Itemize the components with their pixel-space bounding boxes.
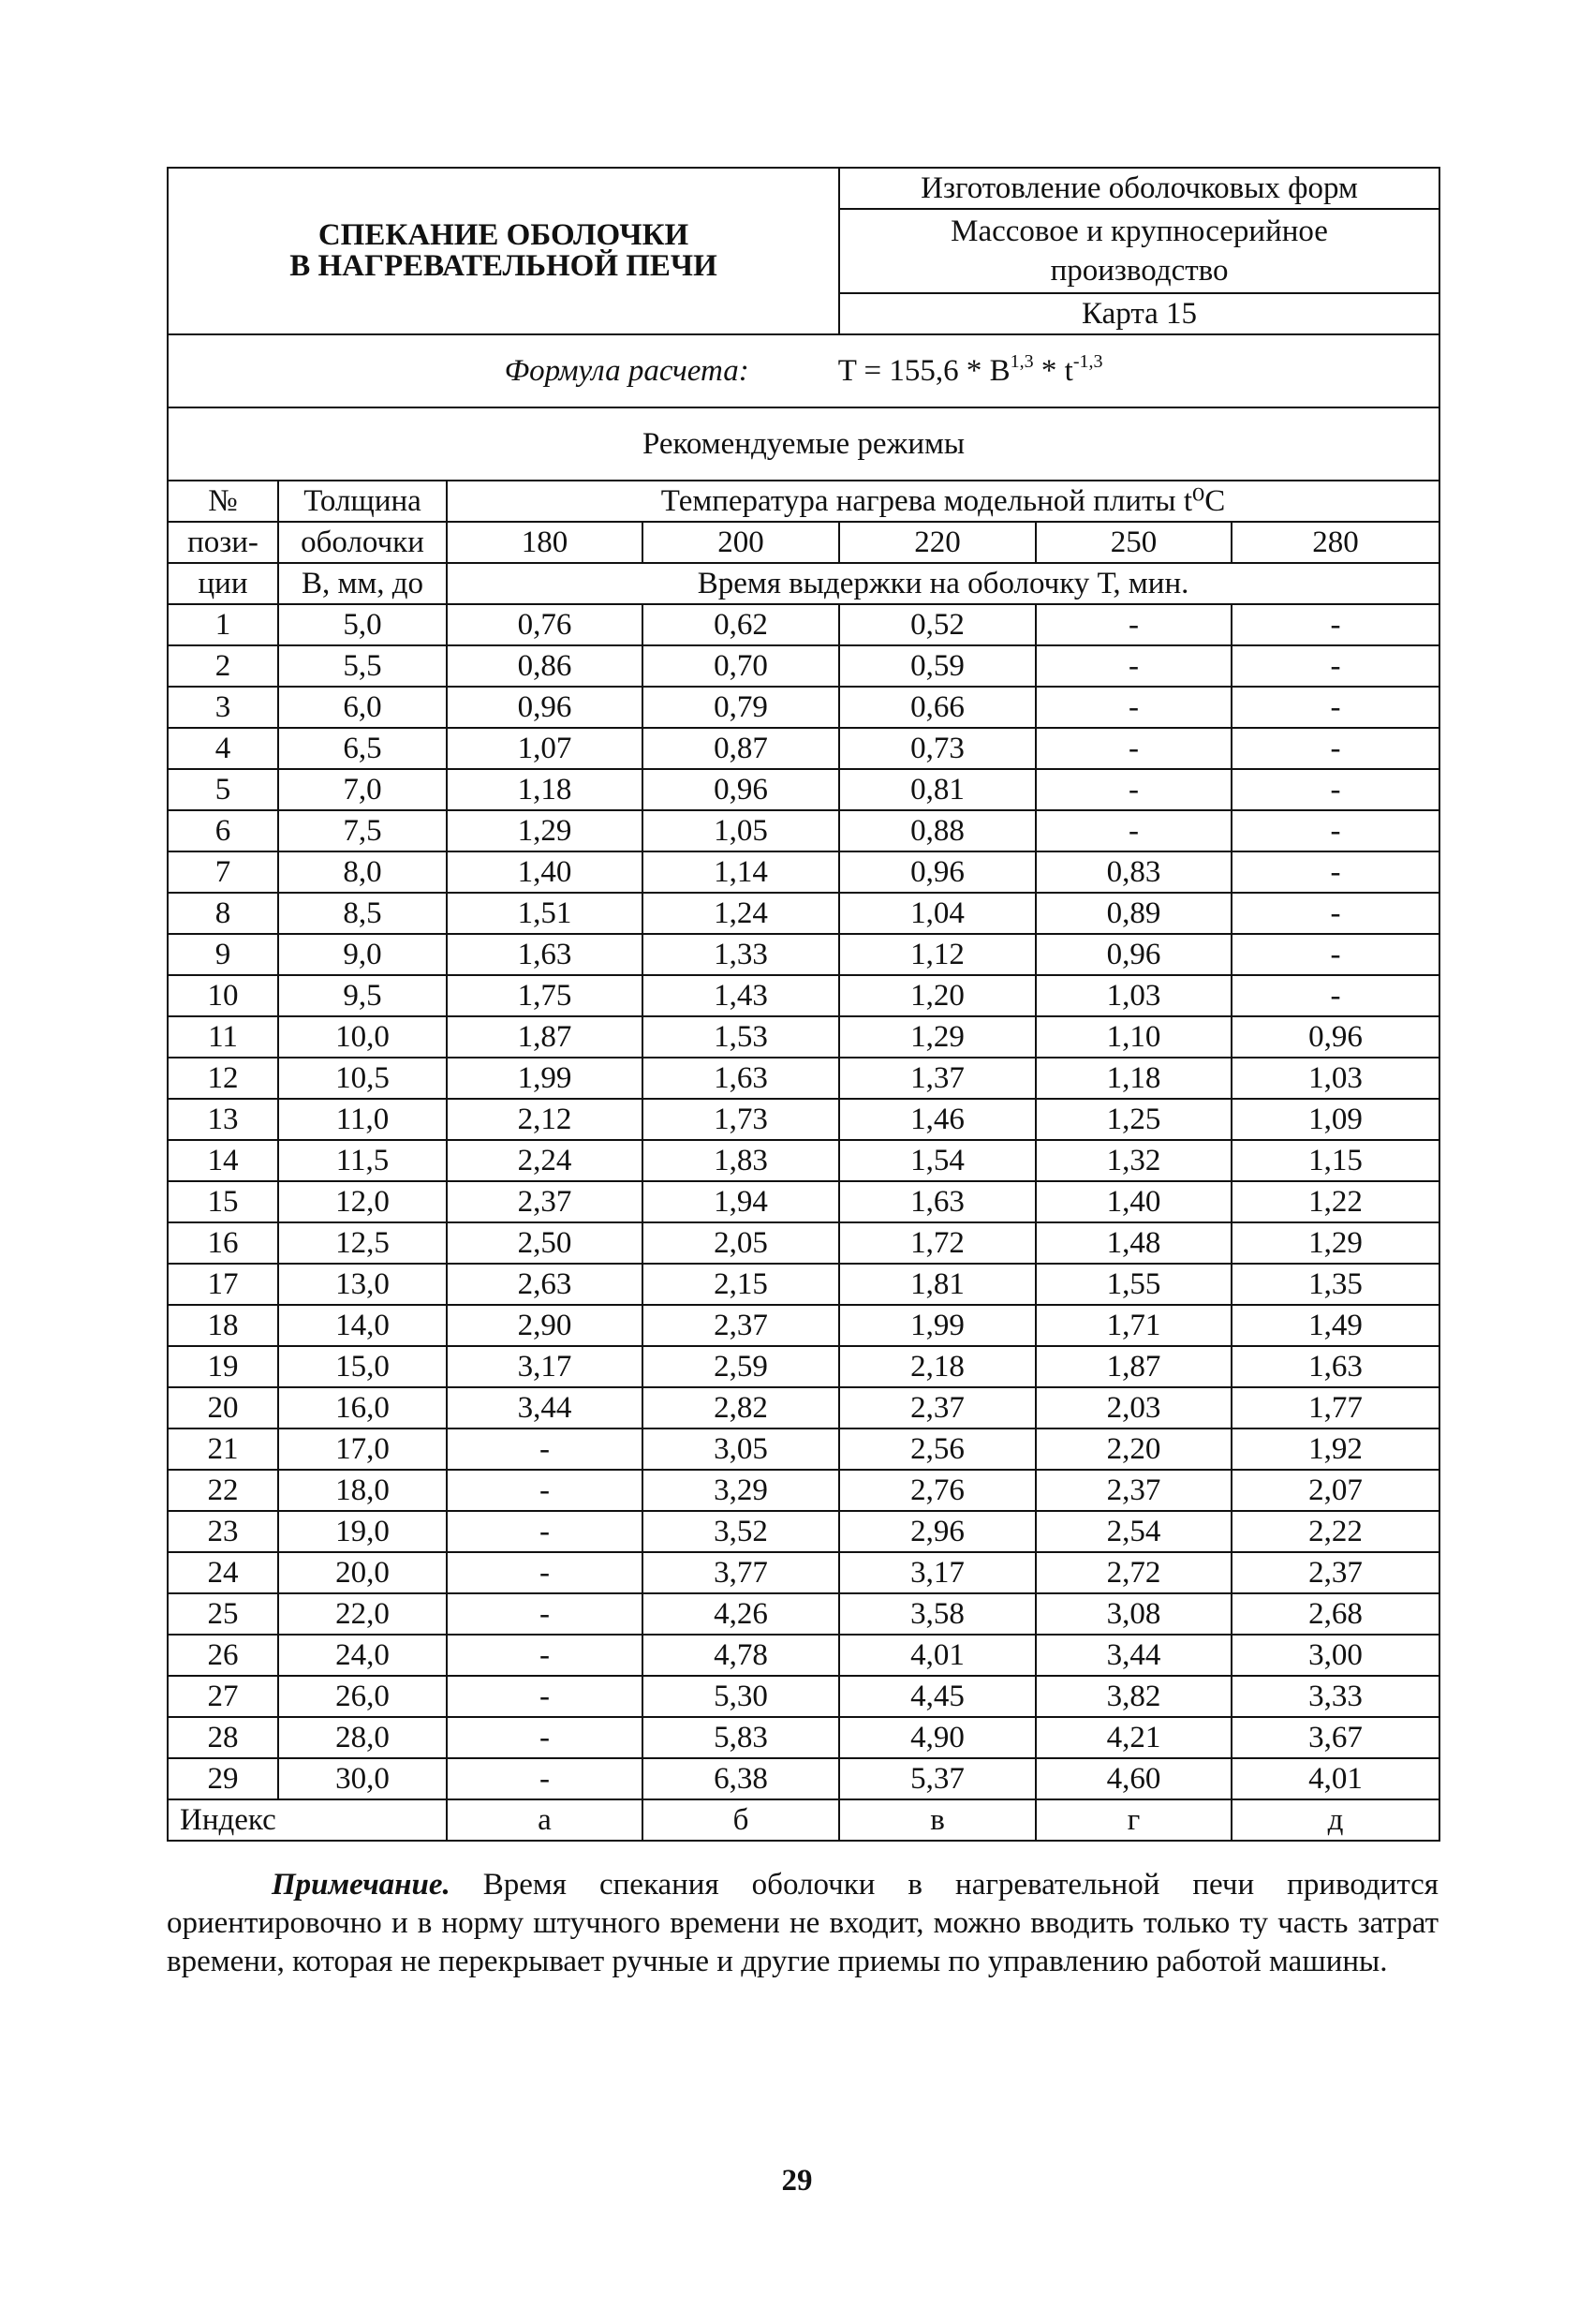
table-cell: - [1036, 769, 1232, 810]
table-cell: 2,12 [447, 1099, 642, 1140]
table-cell: 1,35 [1232, 1264, 1439, 1305]
table-cell: 2,22 [1232, 1511, 1439, 1552]
temp-180: 180 [447, 522, 642, 563]
table-cell: 3,77 [642, 1552, 839, 1593]
table-cell: 1,55 [1036, 1264, 1232, 1305]
table-cell: 19,0 [278, 1511, 447, 1552]
col-pos-header-1: № [168, 481, 278, 522]
col-thick-header-2: оболочки [278, 522, 447, 563]
table-cell: 1,63 [447, 934, 642, 975]
table-cell: 3,44 [447, 1387, 642, 1428]
table-cell: 1,63 [642, 1058, 839, 1099]
table-cell: 23 [168, 1511, 278, 1552]
table-cell: 2,68 [1232, 1593, 1439, 1635]
table-cell: 0,86 [447, 645, 642, 687]
table-row [168, 1593, 1439, 1635]
table-row [168, 1676, 1439, 1717]
index-cell: г [1036, 1799, 1232, 1841]
table-cell: 1 [168, 604, 278, 645]
table-cell: 1,72 [839, 1222, 1036, 1264]
table-cell: 1,10 [1036, 1016, 1232, 1058]
table-cell: 5,37 [839, 1758, 1036, 1799]
table-cell: 5,30 [642, 1676, 839, 1717]
page-number: 29 [781, 2164, 813, 2198]
table-cell: 2,37 [447, 1181, 642, 1222]
table-cell: 11,5 [278, 1140, 447, 1181]
table-cell: 1,22 [1232, 1181, 1439, 1222]
table-cell: 0,66 [839, 687, 1036, 728]
table-cell: - [447, 1428, 642, 1470]
table-cell: 1,24 [642, 893, 839, 934]
table-cell: 5,0 [278, 604, 447, 645]
table-cell: 0,83 [1036, 851, 1232, 893]
table-cell: 24,0 [278, 1635, 447, 1676]
table-cell: 1,07 [447, 728, 642, 769]
table-row [168, 1387, 1439, 1428]
table-cell: 1,87 [1036, 1346, 1232, 1387]
table-cell: 7,5 [278, 810, 447, 851]
table-cell: 0,70 [642, 645, 839, 687]
table-cell: - [447, 1676, 642, 1717]
table-cell: 2,96 [839, 1511, 1036, 1552]
table-cell: 4,78 [642, 1635, 839, 1676]
table-cell: 1,99 [839, 1305, 1036, 1346]
table-cell: 3,17 [839, 1552, 1036, 1593]
table-cell: - [1036, 604, 1232, 645]
table-cell: 1,18 [1036, 1058, 1232, 1099]
formula-t-exponent: -1,3 [1072, 350, 1103, 372]
table-cell: 17,0 [278, 1428, 447, 1470]
table-cell: 0,52 [839, 604, 1036, 645]
table-row [168, 934, 1439, 975]
table-cell: 9 [168, 934, 278, 975]
table-cell: 3,82 [1036, 1676, 1232, 1717]
table-cell: 1,43 [642, 975, 839, 1016]
table-cell: 16 [168, 1222, 278, 1264]
table-cell: 17 [168, 1264, 278, 1305]
table-cell: 1,94 [642, 1181, 839, 1222]
table-row [168, 728, 1439, 769]
table-cell: 2,37 [1232, 1552, 1439, 1593]
table-cell: 15,0 [278, 1346, 447, 1387]
table-row [168, 1346, 1439, 1387]
index-row [168, 1799, 1439, 1841]
table-cell: 1,15 [1232, 1140, 1439, 1181]
table-cell: 22 [168, 1470, 278, 1511]
table-cell: - [447, 1470, 642, 1511]
table-cell: 1,20 [839, 975, 1036, 1016]
table-cell: - [1232, 851, 1439, 893]
table-cell: 9,0 [278, 934, 447, 975]
table-cell: 0,96 [447, 687, 642, 728]
table-cell: 2,63 [447, 1264, 642, 1305]
table-cell: 2,15 [642, 1264, 839, 1305]
index-cell: а [447, 1799, 642, 1841]
table-cell: 24 [168, 1552, 278, 1593]
table-cell: 1,14 [642, 851, 839, 893]
table-cell: 4,01 [839, 1635, 1036, 1676]
table-cell: 18,0 [278, 1470, 447, 1511]
table-cell: - [1036, 810, 1232, 851]
table-cell: 0,73 [839, 728, 1036, 769]
table-cell: 0,79 [642, 687, 839, 728]
table-cell: 2,72 [1036, 1552, 1232, 1593]
table-cell: 0,62 [642, 604, 839, 645]
table-cell: 12,0 [278, 1181, 447, 1222]
table-cell: 20,0 [278, 1552, 447, 1593]
table-cell: 0,81 [839, 769, 1036, 810]
sintering-table [167, 167, 1440, 1842]
index-cell: б [642, 1799, 839, 1841]
table-cell: 21 [168, 1428, 278, 1470]
process-name: Изготовление оболочковых форм [839, 168, 1439, 209]
table-cell: 1,33 [642, 934, 839, 975]
table-cell: 1,53 [642, 1016, 839, 1058]
formula-b-exponent: 1,3 [1010, 350, 1034, 372]
table-cell: 2,59 [642, 1346, 839, 1387]
table-cell: - [1232, 975, 1439, 1016]
table-cell: 6,38 [642, 1758, 839, 1799]
table-cell: - [1232, 645, 1439, 687]
table-cell: 2,50 [447, 1222, 642, 1264]
table-cell: 8,0 [278, 851, 447, 893]
table-cell: 1,48 [1036, 1222, 1232, 1264]
col-pos-header-3: ции [168, 563, 278, 604]
table-cell: 4,21 [1036, 1717, 1232, 1758]
table-cell: 27 [168, 1676, 278, 1717]
index-label: Индекс [168, 1799, 447, 1841]
table-cell: 1,32 [1036, 1140, 1232, 1181]
table-cell: 10 [168, 975, 278, 1016]
table-cell: 1,51 [447, 893, 642, 934]
table-cell: - [1232, 604, 1439, 645]
table-cell: - [447, 1552, 642, 1593]
table-cell: 11 [168, 1016, 278, 1058]
table-cell: 6 [168, 810, 278, 851]
formula-t: T = 155,6 * B [837, 353, 1011, 388]
title-line-2: В НАГРЕВАТЕЛЬНОЙ ПЕЧИ [289, 249, 717, 283]
table-cell: 0,96 [839, 851, 1036, 893]
table-cell: 1,83 [642, 1140, 839, 1181]
table-cell: 3,00 [1232, 1635, 1439, 1676]
table-cell: 26 [168, 1635, 278, 1676]
table-cell: 6,5 [278, 728, 447, 769]
table-cell: 1,29 [1232, 1222, 1439, 1264]
table-row [168, 1717, 1439, 1758]
table-cell: 2,05 [642, 1222, 839, 1264]
table-cell: 1,37 [839, 1058, 1036, 1099]
table-cell: - [1232, 687, 1439, 728]
table-cell: 2,56 [839, 1428, 1036, 1470]
table-cell: - [447, 1635, 642, 1676]
production-type [839, 209, 1439, 293]
table-cell: 1,12 [839, 934, 1036, 975]
table-cell: 3,58 [839, 1593, 1036, 1635]
table-cell: 0,96 [1232, 1016, 1439, 1058]
card-number: Карта 15 [839, 293, 1439, 334]
modes-title: Рекомендуемые режимы [168, 407, 1439, 481]
table-cell: 3,08 [1036, 1593, 1232, 1635]
table-cell: - [1036, 687, 1232, 728]
table-cell: 1,99 [447, 1058, 642, 1099]
table-cell: 22,0 [278, 1593, 447, 1635]
table-cell: 1,25 [1036, 1099, 1232, 1140]
table-row [168, 604, 1439, 645]
table-cell: - [1036, 645, 1232, 687]
table-cell: 19 [168, 1346, 278, 1387]
table-cell: 5,83 [642, 1717, 839, 1758]
table-cell: 1,29 [447, 810, 642, 851]
table-cell: 0,76 [447, 604, 642, 645]
table-row [168, 1016, 1439, 1058]
production-line-1: Массовое и крупносерийное [951, 215, 1328, 248]
table-row [168, 687, 1439, 728]
table-cell: 0,59 [839, 645, 1036, 687]
table-cell: 0,96 [642, 769, 839, 810]
table-cell: 1,71 [1036, 1305, 1232, 1346]
table-cell: 2,03 [1036, 1387, 1232, 1428]
table-row [168, 1511, 1439, 1552]
table-cell: 1,49 [1232, 1305, 1439, 1346]
table-cell: 8 [168, 893, 278, 934]
table-cell: 4,60 [1036, 1758, 1232, 1799]
table-cell: 13 [168, 1099, 278, 1140]
table-row [168, 1635, 1439, 1676]
table-cell: 4 [168, 728, 278, 769]
table-cell: 2,82 [642, 1387, 839, 1428]
formula-mid: * t [1033, 353, 1073, 388]
table-cell: 12 [168, 1058, 278, 1099]
table-cell: 1,40 [1036, 1181, 1232, 1222]
table-cell: - [1232, 728, 1439, 769]
table-row [168, 1099, 1439, 1140]
table-cell: 28 [168, 1717, 278, 1758]
table-cell: 3,52 [642, 1511, 839, 1552]
table-cell: 1,63 [839, 1181, 1036, 1222]
table-cell: 10,5 [278, 1058, 447, 1099]
temperature-header: Температура нагрева модельной плиты t⁰С [447, 481, 1439, 522]
table-cell: 1,40 [447, 851, 642, 893]
table-cell: 1,54 [839, 1140, 1036, 1181]
table-cell: 0,89 [1036, 893, 1232, 934]
table-cell: 16,0 [278, 1387, 447, 1428]
table-cell: 7,0 [278, 769, 447, 810]
index-cell: в [839, 1799, 1036, 1841]
table-row [168, 975, 1439, 1016]
table-cell: 2,37 [1036, 1470, 1232, 1511]
table-row [168, 1222, 1439, 1264]
title-line-1: СПЕКАНИЕ ОБОЛОЧКИ [317, 218, 689, 252]
table-cell: 4,90 [839, 1717, 1036, 1758]
table-cell: 14,0 [278, 1305, 447, 1346]
table-cell: 9,5 [278, 975, 447, 1016]
table-cell: - [1232, 934, 1439, 975]
table-cell: 29 [168, 1758, 278, 1799]
table-cell: 2,76 [839, 1470, 1036, 1511]
table-cell: 1,92 [1232, 1428, 1439, 1470]
table-cell: 3,17 [447, 1346, 642, 1387]
table-row [168, 645, 1439, 687]
table-cell: 2,20 [1036, 1428, 1232, 1470]
table-cell: 25 [168, 1593, 278, 1635]
temp-250: 250 [1036, 522, 1232, 563]
table-cell: 1,81 [839, 1264, 1036, 1305]
table-cell: 3,67 [1232, 1717, 1439, 1758]
table-cell: - [1232, 810, 1439, 851]
index-cell: д [1232, 1799, 1439, 1841]
table-row [168, 769, 1439, 810]
table-cell: 0,88 [839, 810, 1036, 851]
note-lead: Примечание. [272, 1868, 450, 1902]
table-cell: 1,18 [447, 769, 642, 810]
table-cell: 2,54 [1036, 1511, 1232, 1552]
table-cell: 20 [168, 1387, 278, 1428]
table-cell: 1,77 [1232, 1387, 1439, 1428]
table-cell: 1,87 [447, 1016, 642, 1058]
table-cell: 2,37 [839, 1387, 1036, 1428]
table-cell: 3,29 [642, 1470, 839, 1511]
table-cell: 5 [168, 769, 278, 810]
table-cell: 18 [168, 1305, 278, 1346]
table-cell: 14 [168, 1140, 278, 1181]
table-cell: - [1036, 728, 1232, 769]
table-cell: - [1232, 893, 1439, 934]
table-cell: 28,0 [278, 1717, 447, 1758]
table-cell: 1,05 [642, 810, 839, 851]
formula-label: Формула расчета: [504, 353, 749, 388]
table-cell: 1,63 [1232, 1346, 1439, 1387]
table-row [168, 1428, 1439, 1470]
temp-220: 220 [839, 522, 1036, 563]
table-cell: 2,37 [642, 1305, 839, 1346]
table-cell: 1,09 [1232, 1099, 1439, 1140]
table-row [168, 1140, 1439, 1181]
table-cell: 7 [168, 851, 278, 893]
table-cell: 13,0 [278, 1264, 447, 1305]
table-row [168, 1181, 1439, 1222]
table-cell: 1,03 [1036, 975, 1232, 1016]
table-cell: 11,0 [278, 1099, 447, 1140]
table-cell: 1,04 [839, 893, 1036, 934]
note-text: Время спекания оболочки в нагревательной печи приводится ориентировочно и в норму штучного времени не входит, можно вводить только ту часть затрат времени, которая не перекрывает ручные и другие приемы по управлению работой машины. [167, 1868, 1439, 1978]
table-cell: 1,29 [839, 1016, 1036, 1058]
table-row [168, 893, 1439, 934]
table-row [168, 1552, 1439, 1593]
table-cell: 4,26 [642, 1593, 839, 1635]
table-cell: 2,18 [839, 1346, 1036, 1387]
table-cell: 1,46 [839, 1099, 1036, 1140]
formula [168, 334, 1439, 407]
table-row [168, 1758, 1439, 1799]
formula-expression [837, 350, 1103, 388]
table-cell: 1,73 [642, 1099, 839, 1140]
col-pos-header-2: пози- [168, 522, 278, 563]
table-cell: 1,03 [1232, 1058, 1439, 1099]
table-cell: 4,45 [839, 1676, 1036, 1717]
note [167, 1866, 1439, 1981]
table-cell: 30,0 [278, 1758, 447, 1799]
temp-280: 280 [1232, 522, 1439, 563]
table-row [168, 1264, 1439, 1305]
table-cell: - [447, 1717, 642, 1758]
col-thick-header-1: Толщина [278, 481, 447, 522]
table-cell: 12,5 [278, 1222, 447, 1264]
table-cell: 3,05 [642, 1428, 839, 1470]
col-thick-header-3: В, мм, до [278, 563, 447, 604]
card-title [168, 168, 839, 334]
table-cell: 8,5 [278, 893, 447, 934]
table-cell: - [447, 1758, 642, 1799]
table-cell: 2 [168, 645, 278, 687]
table-cell: 2,24 [447, 1140, 642, 1181]
table-cell: 3,44 [1036, 1635, 1232, 1676]
table-row [168, 1058, 1439, 1099]
table-cell: 2,07 [1232, 1470, 1439, 1511]
table-cell: - [1232, 769, 1439, 810]
table-cell: 3 [168, 687, 278, 728]
table-cell: 0,96 [1036, 934, 1232, 975]
temp-200: 200 [642, 522, 839, 563]
table-cell: 15 [168, 1181, 278, 1222]
table-row [168, 1305, 1439, 1346]
table-row [168, 1470, 1439, 1511]
table-row [168, 810, 1439, 851]
table-cell: 26,0 [278, 1676, 447, 1717]
table-cell: 2,90 [447, 1305, 642, 1346]
table-cell: 10,0 [278, 1016, 447, 1058]
table-cell: 3,33 [1232, 1676, 1439, 1717]
table-cell: 6,0 [278, 687, 447, 728]
time-header: Время выдержки на оболочку Т, мин. [447, 563, 1439, 604]
table-cell: 5,5 [278, 645, 447, 687]
table-cell: 1,75 [447, 975, 642, 1016]
table-cell: - [447, 1593, 642, 1635]
table-cell: 4,01 [1232, 1758, 1439, 1799]
table-cell: - [447, 1511, 642, 1552]
table-cell: 0,87 [642, 728, 839, 769]
table-row [168, 851, 1439, 893]
production-line-2: производство [1050, 254, 1229, 288]
